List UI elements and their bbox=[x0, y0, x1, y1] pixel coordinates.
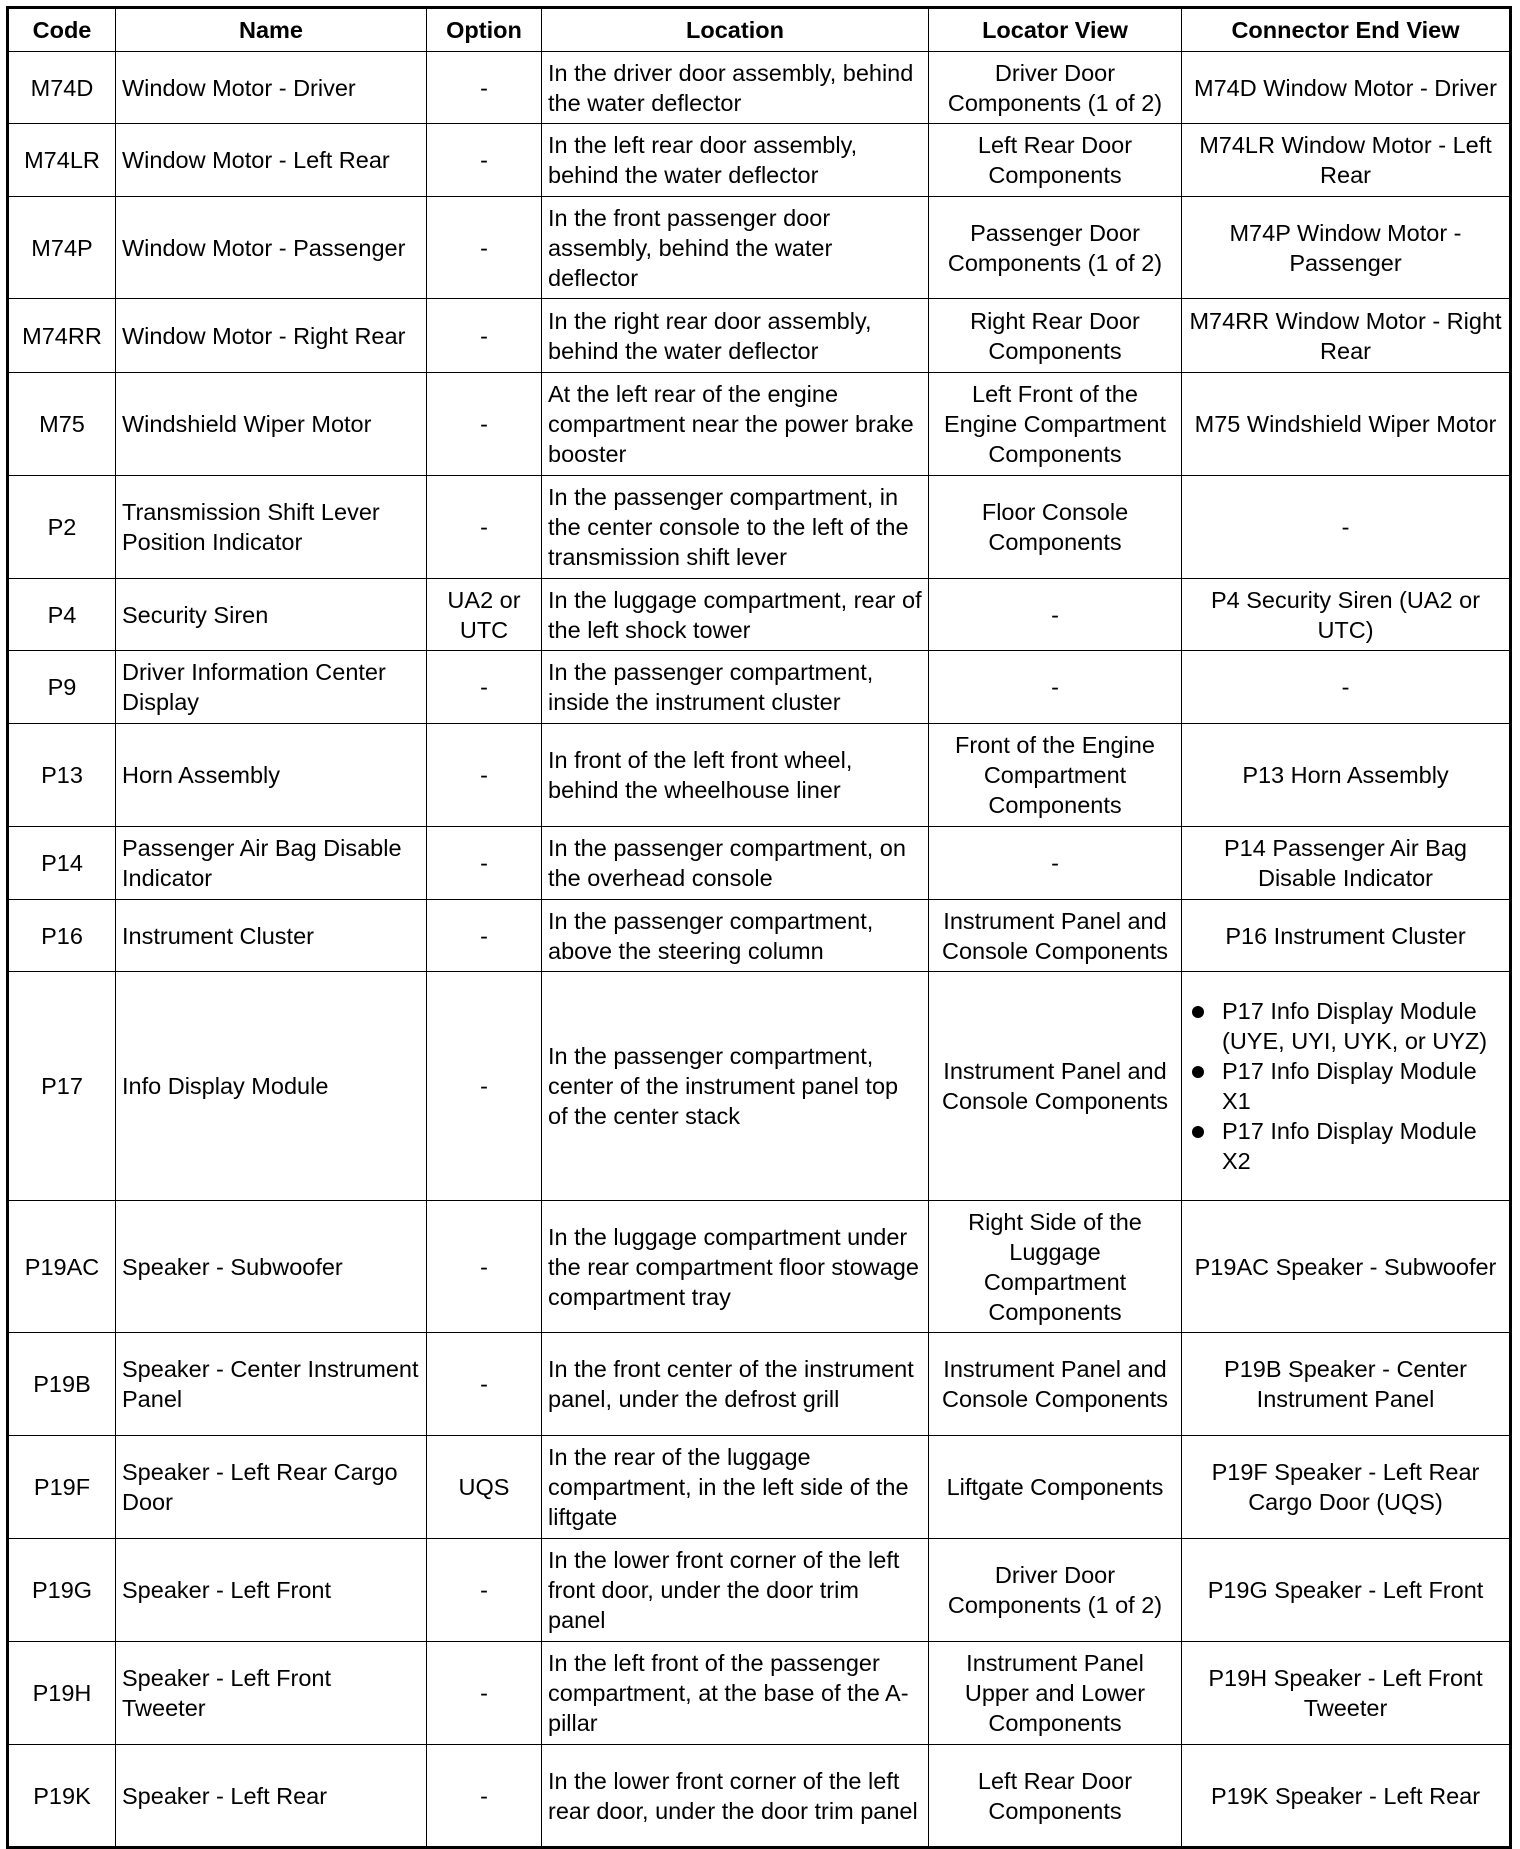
cell-code: P19B bbox=[8, 1333, 116, 1436]
cell-option: - bbox=[427, 1745, 542, 1848]
cell-location: In front of the left front wheel, behind the wheelhouse liner bbox=[542, 724, 929, 827]
cell-location: In the passenger compartment, in the center console to the left of the transmission shift lever bbox=[542, 476, 929, 579]
table-row bbox=[8, 1539, 1511, 1642]
cell-name: Window Motor - Right Rear bbox=[116, 299, 427, 373]
table-row bbox=[8, 1201, 1511, 1333]
cell-code: P19AC bbox=[8, 1201, 116, 1333]
cell-name: Windshield Wiper Motor bbox=[116, 373, 427, 476]
cell-connector-end-view bbox=[1182, 972, 1511, 1201]
cell-name: Driver Information Center Display bbox=[116, 651, 427, 724]
cell-location: In the left rear door assembly, behind the water deflector bbox=[542, 124, 929, 197]
cell-locator-view: Left Rear Door Components bbox=[929, 1745, 1182, 1848]
cell-option: - bbox=[427, 1539, 542, 1642]
header-code: Code bbox=[8, 8, 116, 52]
table-row bbox=[8, 299, 1511, 373]
cell-name: Window Motor - Passenger bbox=[116, 197, 427, 299]
cell-connector-end-view: M74LR Window Motor - Left Rear bbox=[1182, 124, 1511, 197]
cell-location: In the front passenger door assembly, behind the water deflector bbox=[542, 197, 929, 299]
cell-code: P13 bbox=[8, 724, 116, 827]
table-row bbox=[8, 1642, 1511, 1745]
cell-code: M74P bbox=[8, 197, 116, 299]
cell-connector-end-view: P19H Speaker - Left Front Tweeter bbox=[1182, 1642, 1511, 1745]
table-row bbox=[8, 579, 1511, 651]
cell-connector-end-view: P19AC Speaker - Subwoofer bbox=[1182, 1201, 1511, 1333]
cell-name: Speaker - Left Front bbox=[116, 1539, 427, 1642]
cell-location: In the right rear door assembly, behind the water deflector bbox=[542, 299, 929, 373]
cell-connector-end-view: P19K Speaker - Left Rear bbox=[1182, 1745, 1511, 1848]
cell-option: - bbox=[427, 1642, 542, 1745]
cell-code: M74LR bbox=[8, 124, 116, 197]
table-row bbox=[8, 972, 1511, 1201]
header-option: Option bbox=[427, 8, 542, 52]
cell-name: Window Motor - Left Rear bbox=[116, 124, 427, 197]
cell-location: In the passenger compartment, center of the instrument panel top of the center stack bbox=[542, 972, 929, 1201]
cell-location: At the left rear of the engine compartment near the power brake booster bbox=[542, 373, 929, 476]
cell-name: Speaker - Center Instrument Panel bbox=[116, 1333, 427, 1436]
cell-option: - bbox=[427, 827, 542, 900]
connector-list-item: P17 Info Display Module X2 bbox=[1222, 1116, 1503, 1176]
cell-option: UA2 or UTC bbox=[427, 579, 542, 651]
cell-locator-view: Instrument Panel and Console Components bbox=[929, 900, 1182, 972]
header-row bbox=[8, 8, 1511, 52]
table-row bbox=[8, 197, 1511, 299]
cell-connector-end-view: M74P Window Motor - Passenger bbox=[1182, 197, 1511, 299]
cell-connector-end-view: - bbox=[1182, 651, 1511, 724]
cell-option: - bbox=[427, 1333, 542, 1436]
cell-name: Speaker - Left Front Tweeter bbox=[116, 1642, 427, 1745]
cell-location: In the front center of the instrument panel, under the defrost grill bbox=[542, 1333, 929, 1436]
header-connector-end-view: Connector End View bbox=[1182, 8, 1511, 52]
cell-name: Security Siren bbox=[116, 579, 427, 651]
cell-connector-end-view: P14 Passenger Air Bag Disable Indicator bbox=[1182, 827, 1511, 900]
cell-name: Speaker - Left Rear bbox=[116, 1745, 427, 1848]
component-locator-table bbox=[6, 6, 1512, 1849]
cell-code: P4 bbox=[8, 579, 116, 651]
table-row bbox=[8, 124, 1511, 197]
cell-location: In the luggage compartment, rear of the left shock tower bbox=[542, 579, 929, 651]
cell-location: In the passenger compartment, above the steering column bbox=[542, 900, 929, 972]
cell-name: Speaker - Subwoofer bbox=[116, 1201, 427, 1333]
cell-location: In the lower front corner of the left front door, under the door trim panel bbox=[542, 1539, 929, 1642]
cell-option: - bbox=[427, 1201, 542, 1333]
cell-connector-end-view: P19F Speaker - Left Rear Cargo Door (UQS) bbox=[1182, 1436, 1511, 1539]
cell-connector-end-view: M75 Windshield Wiper Motor bbox=[1182, 373, 1511, 476]
table-row bbox=[8, 1745, 1511, 1848]
cell-locator-view: Left Rear Door Components bbox=[929, 124, 1182, 197]
cell-locator-view: Floor Console Components bbox=[929, 476, 1182, 579]
cell-option: - bbox=[427, 299, 542, 373]
cell-connector-end-view: P19B Speaker - Center Instrument Panel bbox=[1182, 1333, 1511, 1436]
cell-locator-view: Instrument Panel and Console Components bbox=[929, 1333, 1182, 1436]
table-row bbox=[8, 1333, 1511, 1436]
cell-location: In the luggage compartment under the rear compartment floor stowage compartment tray bbox=[542, 1201, 929, 1333]
header-locator-view: Locator View bbox=[929, 8, 1182, 52]
cell-connector-end-view: P13 Horn Assembly bbox=[1182, 724, 1511, 827]
cell-locator-view: Right Rear Door Components bbox=[929, 299, 1182, 373]
cell-name: Speaker - Left Rear Cargo Door bbox=[116, 1436, 427, 1539]
table-row bbox=[8, 373, 1511, 476]
cell-option: - bbox=[427, 476, 542, 579]
cell-location: In the left front of the passenger compartment, at the base of the A-pillar bbox=[542, 1642, 929, 1745]
cell-connector-end-view: - bbox=[1182, 476, 1511, 579]
cell-locator-view: Right Side of the Luggage Compartment Components bbox=[929, 1201, 1182, 1333]
cell-code: M75 bbox=[8, 373, 116, 476]
cell-code: M74D bbox=[8, 52, 116, 124]
cell-locator-view: Instrument Panel and Console Components bbox=[929, 972, 1182, 1201]
cell-name: Horn Assembly bbox=[116, 724, 427, 827]
cell-code: P19F bbox=[8, 1436, 116, 1539]
cell-option: - bbox=[427, 900, 542, 972]
header-location: Location bbox=[542, 8, 929, 52]
cell-option: - bbox=[427, 197, 542, 299]
cell-connector-end-view: P16 Instrument Cluster bbox=[1182, 900, 1511, 972]
cell-locator-view: Front of the Engine Compartment Components bbox=[929, 724, 1182, 827]
cell-code: P17 bbox=[8, 972, 116, 1201]
cell-name: Info Display Module bbox=[116, 972, 427, 1201]
cell-locator-view: Passenger Door Components (1 of 2) bbox=[929, 197, 1182, 299]
cell-connector-end-view: P19G Speaker - Left Front bbox=[1182, 1539, 1511, 1642]
cell-code: P19H bbox=[8, 1642, 116, 1745]
header-name: Name bbox=[116, 8, 427, 52]
cell-locator-view: - bbox=[929, 579, 1182, 651]
cell-locator-view: Driver Door Components (1 of 2) bbox=[929, 1539, 1182, 1642]
cell-option: UQS bbox=[427, 1436, 542, 1539]
cell-locator-view: Driver Door Components (1 of 2) bbox=[929, 52, 1182, 124]
cell-code: P14 bbox=[8, 827, 116, 900]
cell-location: In the driver door assembly, behind the water deflector bbox=[542, 52, 929, 124]
cell-option: - bbox=[427, 724, 542, 827]
table-row bbox=[8, 900, 1511, 972]
table-row bbox=[8, 1436, 1511, 1539]
connector-list-item: P17 Info Display Module (UYE, UYI, UYK, or UYZ) bbox=[1222, 996, 1503, 1056]
cell-locator-view: Left Front of the Engine Compartment Components bbox=[929, 373, 1182, 476]
cell-option: - bbox=[427, 373, 542, 476]
cell-locator-view: Liftgate Components bbox=[929, 1436, 1182, 1539]
cell-locator-view: - bbox=[929, 827, 1182, 900]
cell-name: Instrument Cluster bbox=[116, 900, 427, 972]
cell-code: P2 bbox=[8, 476, 116, 579]
cell-location: In the lower front corner of the left rear door, under the door trim panel bbox=[542, 1745, 929, 1848]
cell-option: - bbox=[427, 651, 542, 724]
cell-code: P19G bbox=[8, 1539, 116, 1642]
table-row bbox=[8, 724, 1511, 827]
cell-location: In the rear of the luggage compartment, in the left side of the liftgate bbox=[542, 1436, 929, 1539]
cell-connector-end-view: M74RR Window Motor - Right Rear bbox=[1182, 299, 1511, 373]
cell-name: Passenger Air Bag Disable Indicator bbox=[116, 827, 427, 900]
cell-code: P16 bbox=[8, 900, 116, 972]
cell-name: Transmission Shift Lever Position Indicator bbox=[116, 476, 427, 579]
cell-location: In the passenger compartment, on the overhead console bbox=[542, 827, 929, 900]
table-row bbox=[8, 651, 1511, 724]
cell-option: - bbox=[427, 124, 542, 197]
cell-option: - bbox=[427, 52, 542, 124]
cell-connector-end-view: M74D Window Motor - Driver bbox=[1182, 52, 1511, 124]
table-row bbox=[8, 827, 1511, 900]
cell-locator-view: Instrument Panel Upper and Lower Components bbox=[929, 1642, 1182, 1745]
cell-connector-end-view: P4 Security Siren (UA2 or UTC) bbox=[1182, 579, 1511, 651]
cell-code: P19K bbox=[8, 1745, 116, 1848]
cell-name: Window Motor - Driver bbox=[116, 52, 427, 124]
cell-option: - bbox=[427, 972, 542, 1201]
cell-location: In the passenger compartment, inside the instrument cluster bbox=[542, 651, 929, 724]
cell-code: M74RR bbox=[8, 299, 116, 373]
table-row bbox=[8, 476, 1511, 579]
connector-list-item: P17 Info Display Module X1 bbox=[1222, 1056, 1503, 1116]
cell-code: P9 bbox=[8, 651, 116, 724]
connector-list bbox=[1188, 996, 1503, 1176]
cell-locator-view: - bbox=[929, 651, 1182, 724]
table-row bbox=[8, 52, 1511, 124]
